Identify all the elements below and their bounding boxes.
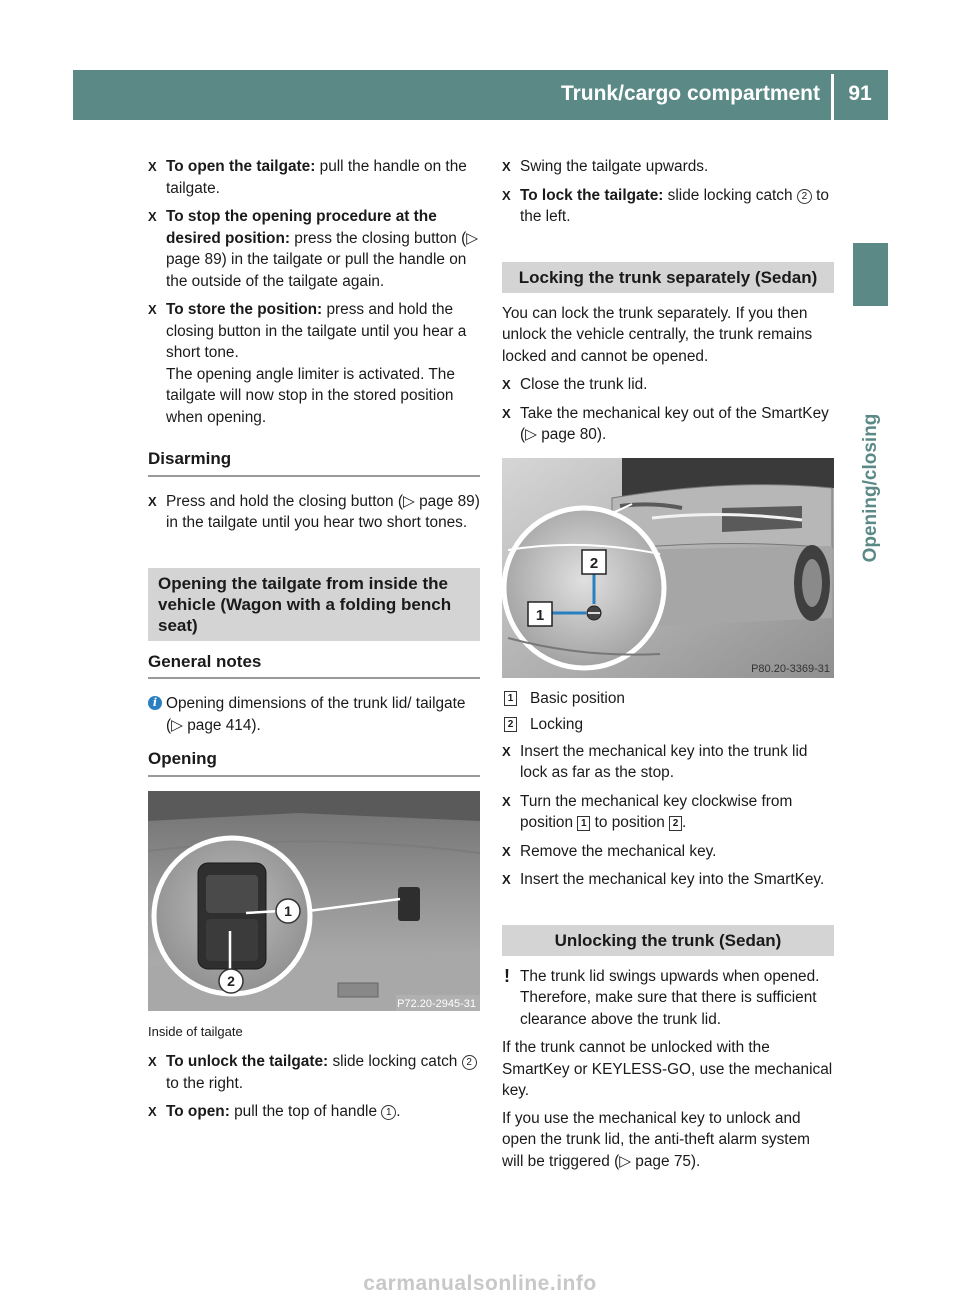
- callout-ref: 2: [797, 189, 812, 204]
- warning-note-text: The trunk lid swings upwards when opened. Therefore, make sure that there is sufficient clearance above the trunk lid.: [520, 967, 820, 1028]
- legend-item: [502, 688, 834, 710]
- paragraph: If the trunk cannot be unlocked with the SmartKey or KEYLESS-GO, use the mechanical key.: [502, 1039, 833, 1099]
- step-text: slide locking catch: [328, 1053, 462, 1070]
- paragraph: If you use the mechanical key to unlock and open the trunk lid, the anti-theft alarm system will be triggered (▷ page 75).: [502, 1109, 810, 1170]
- step-text: .: [682, 814, 687, 831]
- step-arrow-icon: X: [148, 1054, 157, 1069]
- step-text: Remove the mechanical key.: [520, 842, 717, 860]
- figure-code: P72.20-2945-31: [397, 997, 476, 1010]
- step-lock-tailgate: [502, 185, 834, 228]
- callout-1-label: 1: [535, 606, 545, 624]
- legend-item: [502, 714, 834, 736]
- header-divider: [831, 74, 834, 120]
- step-text: to the right.: [166, 1074, 243, 1092]
- position-number-badge: 2: [669, 816, 682, 831]
- step-text: Insert the mechanical key into the SmartKey.: [520, 871, 825, 888]
- step-insert-key: [502, 741, 834, 784]
- step-remove-key: [502, 841, 834, 863]
- step-arrow-icon: X: [148, 159, 157, 174]
- right-column: [502, 156, 834, 1175]
- step-text: to position: [590, 814, 670, 831]
- warning-note: [502, 966, 834, 1031]
- step-result-text: The opening angle limiter is activated. The tailgate will now stop in the stored position when opening.: [166, 365, 455, 426]
- step-close-trunk: [502, 374, 834, 396]
- step-text: Press and hold the closing button (▷ page 89) in the tailgate until you hear two short tones.: [166, 492, 480, 531]
- step-bold-label: To store the position:: [166, 301, 323, 318]
- step-unlock-tailgate: [148, 1051, 480, 1094]
- step-text: .: [396, 1103, 401, 1120]
- step-arrow-icon: X: [148, 1104, 157, 1119]
- trunk-lock-illustration: [502, 458, 834, 678]
- heading-general-notes: General notes: [148, 651, 480, 680]
- section-heading-locking-trunk: Locking the trunk separately (Sedan): [502, 262, 834, 293]
- step-take-key: [502, 403, 834, 446]
- section-tab: [853, 243, 888, 306]
- step-arrow-icon: X: [502, 743, 511, 759]
- step-text: press the closing button (▷ page 89) in the tailgate or pull the handle on the outside of the tailgate again.: [166, 229, 479, 290]
- step-arrow-icon: X: [502, 405, 511, 421]
- step-text: Turn the mechanical key clockwise from position: [520, 792, 793, 831]
- heading-opening: Opening: [148, 748, 480, 777]
- step-bold-label: To lock the tailgate:: [520, 186, 664, 204]
- info-note-text: Opening dimensions of the trunk lid/ tailgate (▷ page 414).: [166, 695, 466, 734]
- step-arrow-icon: X: [502, 377, 511, 392]
- step-bold-label: To unlock the tailgate:: [166, 1053, 329, 1070]
- callout-2-label: 2: [589, 554, 599, 572]
- figure-caption: Inside of tailgate: [148, 1023, 243, 1039]
- step-bold-label: To open the tailgate:: [166, 158, 316, 175]
- step-arrow-icon: X: [502, 159, 511, 174]
- step-arrow-icon: X: [148, 302, 157, 317]
- locking-paragraph: You can lock the trunk separately. If you then unlock the vehicle centrally, the trunk remains locked and cannot be opened.: [502, 304, 813, 365]
- step-text: slide locking catch: [663, 186, 797, 204]
- callout-2-label: 2: [227, 972, 235, 989]
- step-swing-tailgate: [502, 156, 834, 178]
- warning-icon: !: [504, 965, 510, 986]
- step-arrow-icon: X: [502, 843, 511, 859]
- step-insert-into-smartkey: [502, 869, 834, 891]
- section-heading-unlocking-trunk: Unlocking the trunk (Sedan): [502, 925, 834, 956]
- step-disarming: [148, 491, 480, 534]
- step-arrow-icon: X: [502, 187, 511, 203]
- step-store-position: [148, 299, 480, 428]
- left-column: [148, 156, 480, 1130]
- step-arrow-icon: X: [502, 793, 511, 809]
- heading-disarming: Disarming: [148, 448, 480, 477]
- step-text: pull the top of handle: [229, 1103, 382, 1120]
- legend-label: Locking: [530, 716, 584, 733]
- step-open-tailgate: [148, 156, 480, 199]
- step-turn-key: [502, 791, 834, 834]
- page-title: Trunk/cargo compartment: [560, 82, 820, 105]
- position-number-badge: 1: [504, 691, 517, 706]
- section-heading-inside-opening: Opening the tailgate from inside the vehicle (Wagon with a folding bench seat): [148, 568, 480, 641]
- callout-ref: 2: [462, 1055, 477, 1070]
- step-stop-opening: [148, 206, 480, 292]
- step-arrow-icon: X: [502, 872, 511, 887]
- step-text: pull the handle on the tailgate.: [166, 158, 467, 197]
- position-number-badge: 1: [577, 816, 590, 831]
- step-bold-label: To stop the opening procedure at the desired position:: [166, 208, 437, 247]
- callout-1-label: 1: [284, 902, 292, 919]
- step-text: Swing the tailgate upwards.: [520, 158, 709, 175]
- step-text: Take the mechanical key out of the SmartKey (▷ page 80).: [520, 404, 829, 443]
- step-bold-label: To open:: [166, 1103, 230, 1120]
- section-side-label: Opening/closing: [860, 413, 881, 563]
- tailgate-handle-illustration: [148, 791, 480, 1011]
- info-icon: i: [148, 696, 162, 710]
- step-text: to the left.: [520, 186, 829, 225]
- figure-tailgate-handle: [148, 791, 480, 1011]
- figure-code: P80.20-3369-31: [751, 662, 830, 675]
- step-text: press and hold the closing button in the tailgate until you hear a short tone.: [166, 301, 467, 361]
- step-text: Insert the mechanical key into the trunk lid lock as far as the stop.: [520, 742, 808, 781]
- step-arrow-icon: X: [148, 209, 157, 224]
- callout-ref: 1: [381, 1105, 396, 1120]
- step-text: Close the trunk lid.: [520, 376, 648, 393]
- position-number-badge: 2: [504, 717, 517, 732]
- step-open: [148, 1101, 480, 1123]
- step-arrow-icon: X: [148, 493, 157, 509]
- info-note: [148, 693, 480, 736]
- figure-trunk-lock: [502, 458, 834, 678]
- page-number: 91: [848, 82, 872, 105]
- watermark: carmanualsonline.info: [363, 1272, 597, 1295]
- legend-label: Basic position: [530, 689, 625, 707]
